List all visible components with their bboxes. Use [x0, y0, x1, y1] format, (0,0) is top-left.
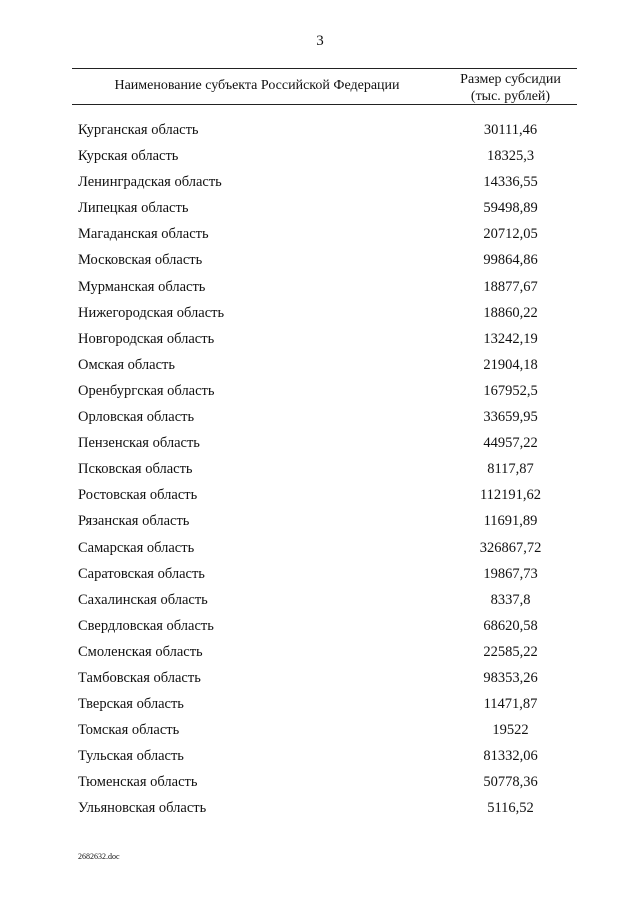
- table-row: [0, 746, 640, 772]
- subsidy-value: 11471,87: [483, 696, 538, 713]
- region-name: Томская область: [78, 722, 180, 739]
- region-name: Оренбургская область: [78, 382, 215, 399]
- subsidy-value: 98353,26: [483, 669, 538, 686]
- region-name: Омская область: [78, 356, 175, 373]
- column-header-name: Наименование субъекта Российской Федерации: [114, 78, 400, 93]
- region-name: Тамбовская область: [78, 669, 201, 686]
- region-name: Тульская область: [78, 748, 184, 765]
- region-name: Новгородская область: [78, 330, 215, 347]
- table-row: [0, 433, 640, 459]
- table-row: [0, 224, 640, 250]
- region-name: Сахалинская область: [78, 591, 208, 608]
- subsidy-value: 30111,46: [483, 122, 538, 138]
- table-row: [0, 772, 640, 798]
- region-name: Липецкая область: [78, 200, 189, 217]
- page-number: 3: [316, 33, 324, 49]
- subsidy-value: 8117,87: [487, 461, 534, 478]
- subsidy-value: 50778,36: [483, 774, 538, 791]
- table-row: [0, 511, 640, 537]
- subsidy-value: 44957,22: [483, 435, 538, 452]
- table-row: [0, 459, 640, 485]
- table-row: [0, 485, 640, 511]
- subsidy-value: 11691,89: [483, 513, 538, 530]
- region-name: Тюменская область: [78, 774, 198, 791]
- table-row: [0, 407, 640, 433]
- document-reference: 2682632.doc: [78, 852, 120, 861]
- table-row: [0, 198, 640, 224]
- subsidy-value: 99864,86: [483, 252, 538, 269]
- subsidy-value: 33659,95: [483, 409, 538, 426]
- subsidy-value: 13242,19: [483, 330, 538, 347]
- region-name: Рязанская область: [78, 513, 190, 530]
- subsidy-value: 8337,8: [490, 591, 531, 608]
- region-name: Курганская область: [78, 122, 199, 138]
- table-row: [0, 172, 640, 198]
- subsidy-value: 5116,52: [487, 800, 534, 817]
- column-header-subsidy-line2: (тыс. рублей): [470, 89, 551, 104]
- table-row: [0, 590, 640, 616]
- region-name: Нижегородская область: [78, 304, 225, 321]
- table-row: [0, 303, 640, 329]
- region-name: Магаданская область: [78, 226, 209, 243]
- subsidy-value: 112191,62: [479, 487, 542, 504]
- subsidy-value: 19867,73: [483, 565, 538, 582]
- subsidy-value: 167952,5: [483, 382, 538, 399]
- column-header-subsidy-line1: Размер субсидии: [460, 72, 561, 87]
- header-bottom-rule: [72, 104, 577, 105]
- subsidy-value: 18325,3: [486, 148, 535, 165]
- subsidy-table: [0, 120, 640, 825]
- table-row: [0, 329, 640, 355]
- table-row: [0, 250, 640, 276]
- region-name: Тверская область: [78, 696, 184, 713]
- subsidy-value: 20712,05: [483, 226, 538, 243]
- table-row: [0, 381, 640, 407]
- region-name: Самарская область: [78, 539, 195, 556]
- header-top-rule: [72, 68, 577, 69]
- column-header-subsidy: [448, 71, 573, 105]
- region-name: Орловская область: [78, 409, 195, 426]
- region-name: Ростовская область: [78, 487, 198, 504]
- subsidy-value: 18877,67: [483, 278, 538, 295]
- table-row: [0, 277, 640, 303]
- table-row: [0, 642, 640, 668]
- subsidy-value: 21904,18: [483, 356, 538, 373]
- subsidy-value: 81332,06: [483, 748, 538, 765]
- table-row: [0, 538, 640, 564]
- table-row: [0, 720, 640, 746]
- region-name: Ульяновская область: [78, 800, 207, 817]
- table-row: [0, 694, 640, 720]
- subsidy-value: 14336,55: [483, 174, 538, 191]
- table-row: [0, 564, 640, 590]
- region-name: Псковская область: [78, 461, 193, 478]
- region-name: Ленинградская область: [78, 174, 222, 191]
- subsidy-value: 68620,58: [483, 617, 538, 634]
- region-name: Курская область: [78, 148, 179, 165]
- subsidy-value: 22585,22: [483, 643, 538, 660]
- table-row: [0, 355, 640, 381]
- table-row: [0, 668, 640, 694]
- subsidy-value: 19522: [492, 722, 529, 739]
- table-row: [0, 120, 640, 146]
- subsidy-value: 59498,89: [483, 200, 538, 217]
- subsidy-value: 326867,72: [479, 539, 542, 556]
- table-row: [0, 798, 640, 824]
- table-row: [0, 616, 640, 642]
- region-name: Смоленская область: [78, 643, 203, 660]
- region-name: Пензенская область: [78, 435, 200, 452]
- table-row: [0, 146, 640, 172]
- region-name: Московская область: [78, 252, 203, 269]
- region-name: Мурманская область: [78, 278, 206, 295]
- region-name: Саратовская область: [78, 565, 205, 582]
- region-name: Свердловская область: [78, 617, 214, 634]
- subsidy-value: 18860,22: [483, 304, 538, 321]
